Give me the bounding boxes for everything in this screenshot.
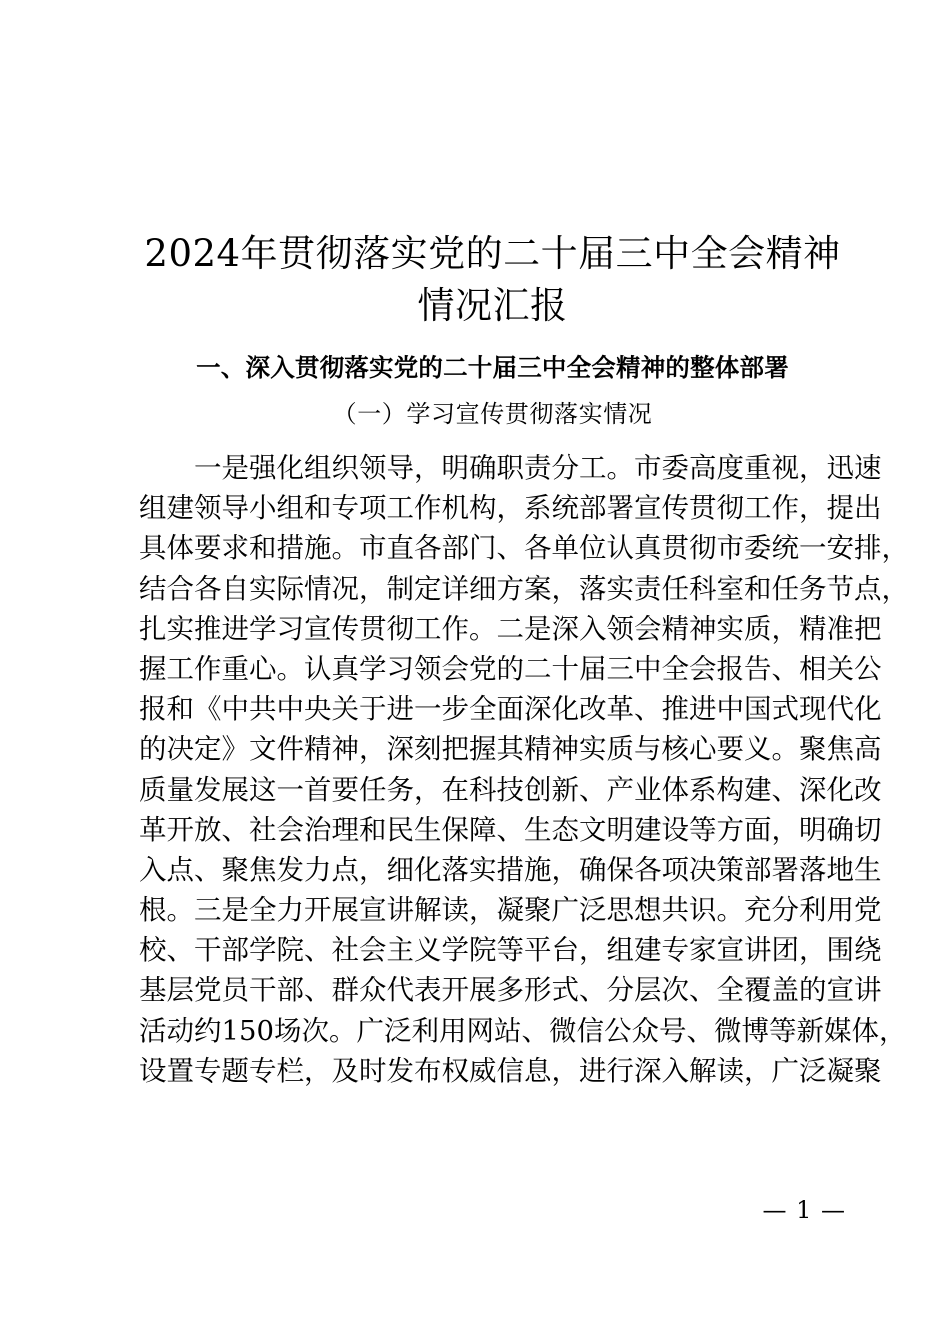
body-text-line: 组 建 领 导 小 组 和 专 项 工 作 机 构 ， 系 统 部 署 宣 传 贯 彻 工 作 ， 提 出	[139, 492, 882, 525]
body-text-line: 报 和 《 中 共 中 央 关 于 进 一 步 全 面 深 化 改 革 、 推 进 中 国 式 现 代 化	[139, 693, 882, 726]
body-text-line: 结 合 各 自 实 际 情 况 ， 制 定 详 细 方 案 ， 落 实 责 任 科 室 和 任 务 节 点 ，	[139, 572, 909, 605]
body-text-line: 校 、 干 部 学 院 、 社 会 主 义 学 院 等 平 台 ， 组 建 专 家 宣 讲 团 ， 围 绕	[139, 934, 882, 967]
body-text-line: 根 。 三 是 全 力 开 展 宣 讲 解 读 ， 凝 聚 广 泛 思 想 共 识 。 充 分 利 用 党	[139, 894, 882, 927]
body-text-line: 一 是 强 化 组 织 领 导 ， 明 确 职 责 分 工 。 市 委 高 度 重 视 ， 迅 速	[194, 452, 882, 484]
body-text-line: 基 层 党 员 干 部 、 群 众 代 表 开 展 多 形 式 、 分 层 次 、 全 覆 盖 的 宣 讲	[139, 974, 882, 1007]
body-text-line: 质 量 发 展 这 一 首 要 任 务 ， 在 科 技 创 新 、 产 业 体 系 构 建 、 深 化 改	[139, 773, 882, 806]
body-text-line: 扎 实 推 进 学 习 宣 传 贯 彻 工 作 。 二 是 深 入 领 会 精 神 实 质 ， 精 准 把	[139, 612, 882, 645]
body-paragraph	[139, 434, 909, 1091]
section-heading-level-1: 一、深入贯彻落实党的二十届三中全会精神的整体部署	[196, 353, 789, 382]
body-text-line: 入 点 、 聚 焦 发 力 点 ， 细 化 落 实 措 施 ， 确 保 各 项 决 策 部 署 落 地 生	[139, 853, 882, 886]
body-text-line: 革 开 放 、 社 会 治 理 和 民 生 保 障 、 生 态 文 明 建 设 等 方 面 ， 明 确 切	[139, 813, 882, 846]
body-text-line: 具 体 要 求 和 措 施 。 市 直 各 部 门 、 各 单 位 认 真 贯 彻 市 委 统 一 安 排 ，	[139, 532, 909, 565]
section-heading-level-2: （一）学习宣传贯彻落实情况	[332, 400, 653, 428]
body-text-line: 握 工 作 重 心 。 认 真 学 习 领 会 党 的 二 十 届 三 中 全 会 报 告 、 相 关 公	[139, 652, 882, 685]
document-content	[139, 0, 909, 1091]
body-text-line: 活 动 约 1 5 0 场 次 。 广 泛 利 用 网 站 、 微 信 公 众 号 、 微 博 等 新 媒 体 ，	[139, 1014, 907, 1047]
body-text-line: 的 决 定 》 文 件 精 神 ， 深 刻 把 握 其 精 神 实 质 与 核 心 要 义 。 聚 焦 高	[139, 733, 882, 766]
body-text-line: 设置专题专栏，及时发布权威信息，进行深入解读，广泛凝聚	[139, 1054, 882, 1087]
page-number: — 1 —	[762, 1196, 846, 1224]
page-title: 2024年贯彻落实党的二十届三中全会精神情况汇报	[144, 232, 841, 327]
